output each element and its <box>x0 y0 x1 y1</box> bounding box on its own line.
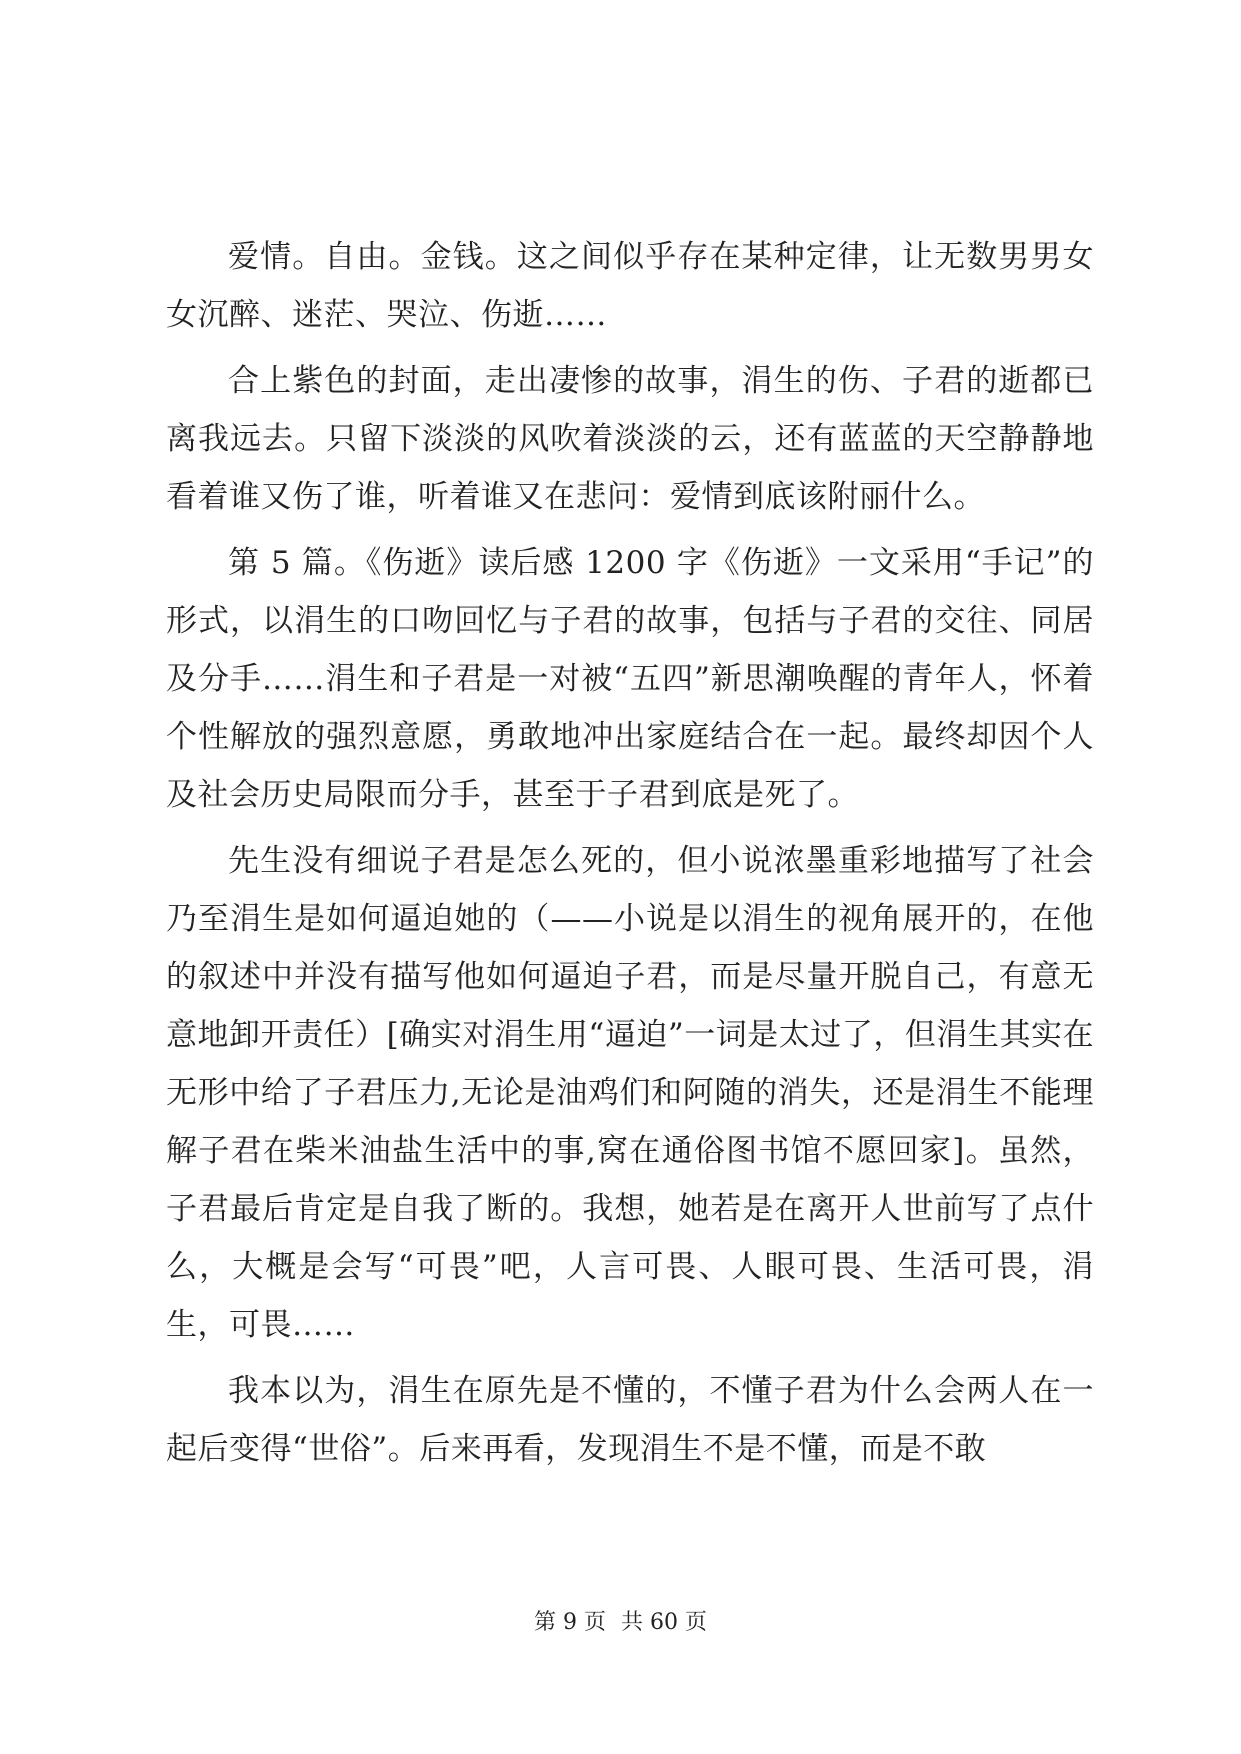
paragraph: 第 5 篇。《伤逝》读后感 1200 字《伤逝》一文采用“手记”的形式，以涓生的口吻回忆与子君的故事，包括与子君的交往、同居及分手……涓生和子君是一对被“五四”新思潮唤醒的青年人，怀着个性解放的强烈意愿，勇敢地冲出家庭结合在一起。最终却因个人及社会历史局限而分手，甚至于子君到底是死了。 <box>166 545 1094 813</box>
paragraph: 我本以为，涓生在原先是不懂的，不懂子君为什么会两人在一起后变得“世俗”。后来再看，发现涓生不是不懂，而是不敢 <box>166 1373 1094 1467</box>
paragraph: 爱情。自由。金钱。这之间似乎存在某种定律，让无数男男女女沉醉、迷茫、哭泣、伤逝…… <box>166 239 1094 333</box>
paragraph: 合上紫色的封面，走出凄惨的故事，涓生的伤、子君的逝都已离我远去。只留下淡淡的风吹着淡淡的云，还有蓝蓝的天空静静地看着谁又伤了谁，听着谁又在悲问：爱情到底该附丽什么。 <box>166 363 1094 515</box>
page-total: 共 60 页 <box>621 1610 707 1635</box>
paragraph: 先生没有细说子君是怎么死的，但小说浓墨重彩地描写了社会乃至涓生是如何逼迫她的（——小说是以涓生的视角展开的，在他的叙述中并没有描写他如何逼迫子君，而是尽量开脱自己，有意无意地卸开责任）[确实对涓生用“逼迫”一词是太过了，但涓生其实在无形中给了子君压力,无论是油鸡们和阿随的消失，还是涓生不能理解子君在柴米油盐生活中的事,窝在通俗图书馆不愿回家]。虽然，子君最后肯定是自我了断的。我想，她若是在离开人世前写了点什么，大概是会写“可畏”吧，人言可畏、人眼可畏、生活可畏，涓生，可畏…… <box>166 843 1094 1343</box>
page-footer <box>0 1608 1241 1638</box>
body-text <box>166 228 1094 1486</box>
page-number: 第 9 页 <box>534 1610 606 1635</box>
